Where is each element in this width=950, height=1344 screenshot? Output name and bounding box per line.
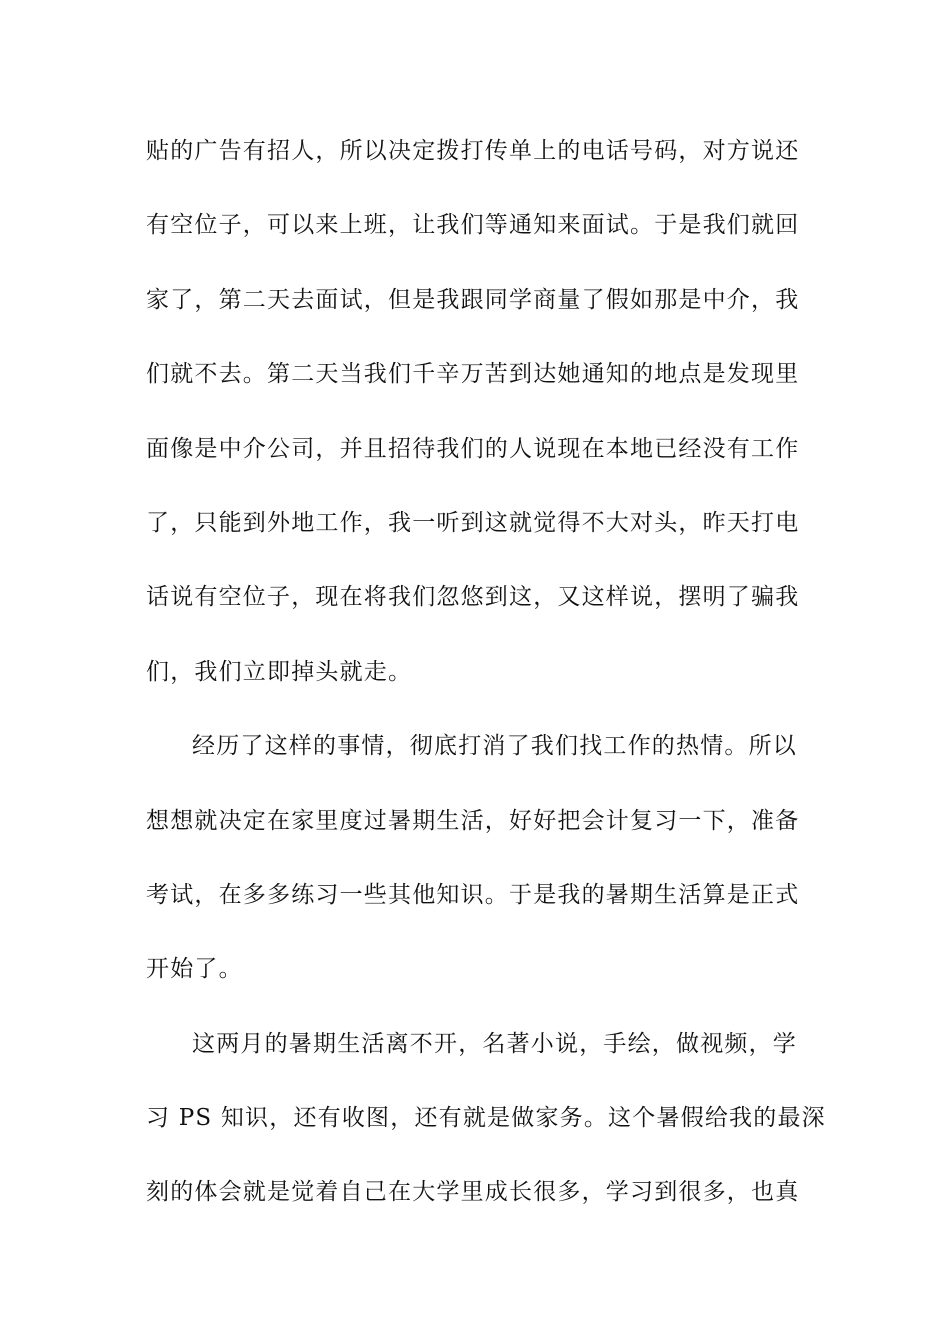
text-line: 们就不去。第二天当我们千辛万苦到达她通知的地点是发现里 bbox=[146, 361, 800, 388]
text-line: 刻的体会就是觉着自己在大学里成长很多，学习到很多，也真 bbox=[146, 1179, 800, 1206]
paragraph-2 bbox=[146, 723, 806, 1021]
text-line: 家了，第二天去面试，但是我跟同学商量了假如那是中介，我 bbox=[146, 286, 800, 313]
text-line: 面像是中介公司，并且招待我们的人说现在本地已经没有工作 bbox=[146, 435, 800, 462]
text-line: 经历了这样的事情，彻底打消了我们找工作的热情。所以 bbox=[192, 733, 797, 760]
text-line: 了，只能到外地工作，我一听到这就觉得不大对头，昨天打电 bbox=[146, 509, 800, 536]
text-line: 考试，在多多练习一些其他知识。于是我的暑期生活算是正式 bbox=[146, 881, 800, 908]
text-line: 开始了。 bbox=[146, 956, 243, 983]
text-line: 贴的广告有招人，所以决定拨打传单上的电话号码，对方说还 bbox=[146, 138, 800, 164]
text-line: 们，我们立即掉头就走。 bbox=[146, 658, 413, 685]
paragraph-1 bbox=[146, 128, 806, 723]
paragraph-3 bbox=[146, 1021, 826, 1244]
text-line: 想想就决定在家里度过暑期生活，好好把会计复习一下，准备 bbox=[146, 807, 800, 834]
text-line: 有空位子，可以来上班，让我们等通知来面试。于是我们就回 bbox=[146, 212, 800, 239]
text-line: 习 PS 知识，还有收图，还有就是做家务。这个暑假给我的最深 bbox=[146, 1105, 826, 1132]
text-line: 这两月的暑期生活离不开，名著小说，手绘，做视频，学 bbox=[192, 1030, 797, 1057]
text-line: 话说有空位子，现在将我们忽悠到这，又这样说，摆明了骗我 bbox=[146, 584, 800, 611]
body-text bbox=[146, 128, 826, 1244]
